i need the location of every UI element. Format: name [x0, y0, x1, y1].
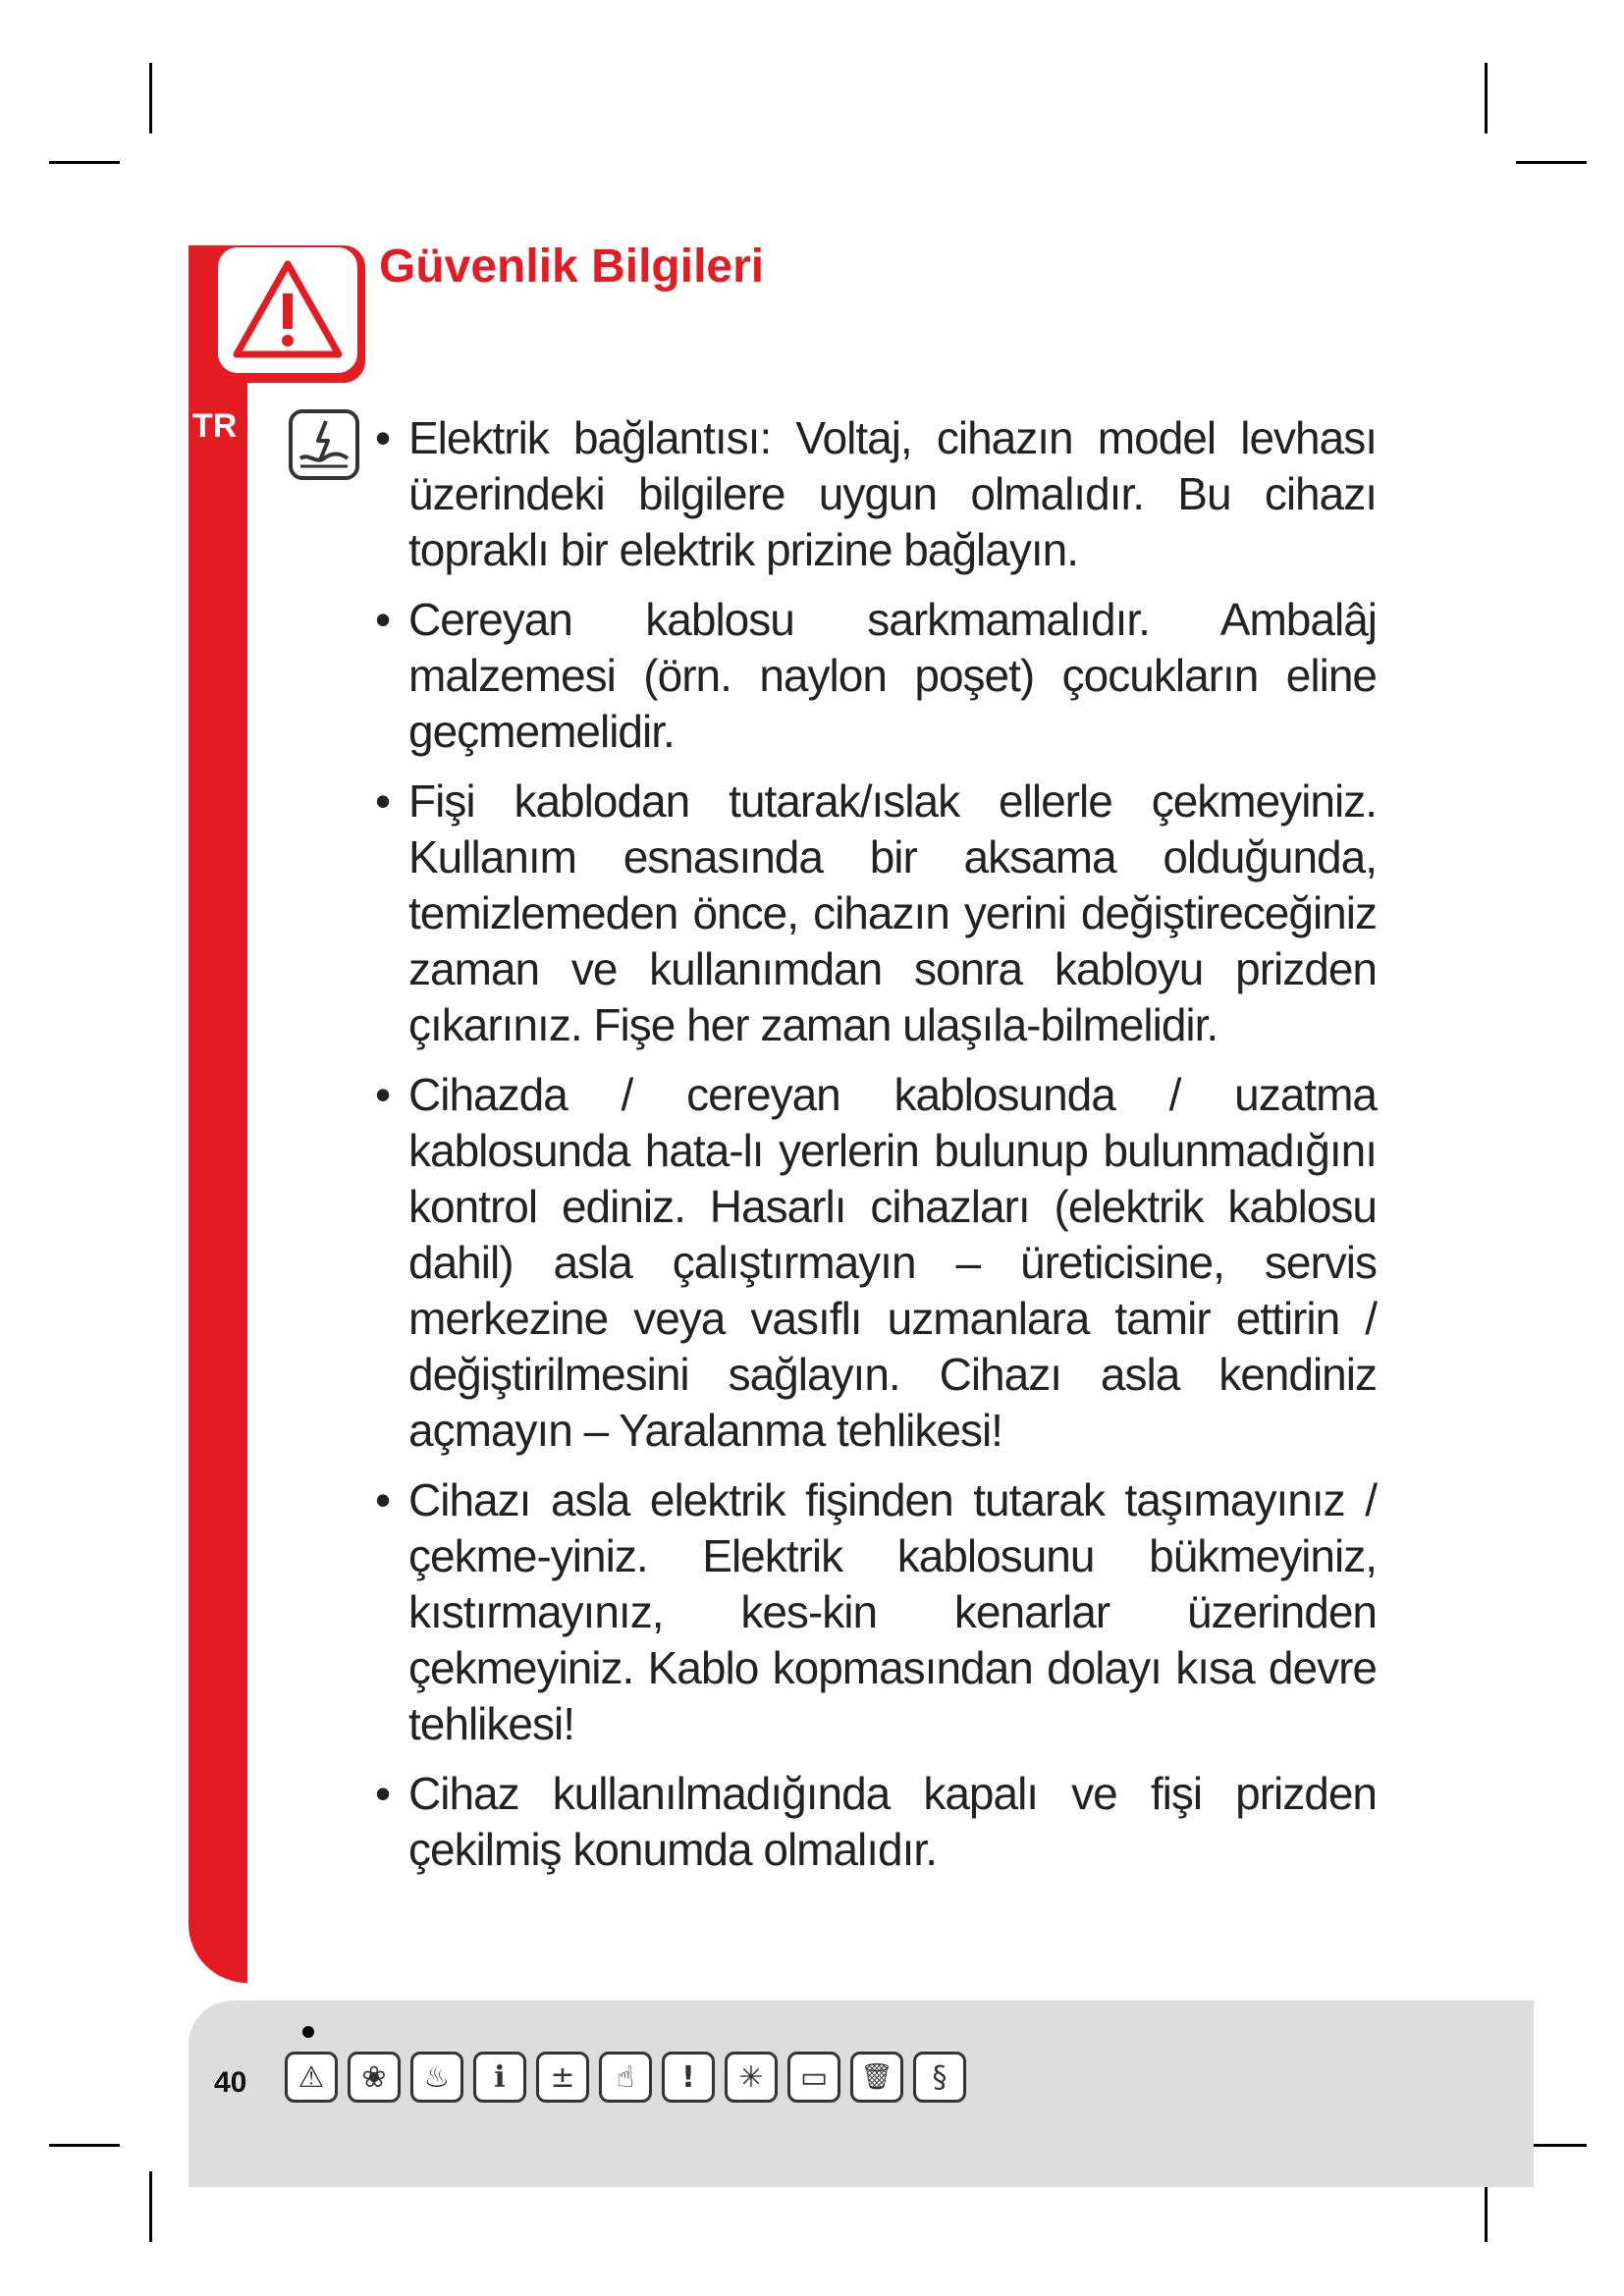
side-band	[189, 245, 247, 1983]
paragraph-icon[interactable]: §	[913, 2052, 966, 2103]
crop-mark	[149, 63, 152, 133]
list-item: • Cihaz kullanılmadığında kapalı ve fişi prizden çekilmiş konumda olmalıdır.	[375, 1768, 1377, 1875]
list-item: • Cereyan kablosu sarkmamalıdır. Ambalâj malzemesi (örn. naylon poşet) çocukların eline geçmemelidir.	[375, 594, 1377, 757]
list-item-text: Cihazı asla elektrik fişinden tutarak taşımayınız / çekme-yiniz. Elektrik kablosunu bükmeyiniz, kıstırmayınız, kes-kin kenarlar üzerinden çekmeyiniz. Kablo kopmasından dolayı kısa devre tehlikesi!	[408, 1474, 1377, 1749]
heat-icon[interactable]: ♨	[410, 2052, 463, 2103]
ruler-icon[interactable]: ▭	[787, 2052, 840, 2103]
warning-icon[interactable]: ⚠	[285, 2052, 338, 2103]
info-icon[interactable]: i	[473, 2052, 526, 2103]
list-item-text: Cihaz kullanılmadığında kapalı ve fişi prizden çekilmiş konumda olmalıdır.	[408, 1768, 1377, 1875]
star-icon[interactable]: ✳	[725, 2052, 778, 2103]
list-item: • Elektrik bağlantısı: Voltaj, cihazın model levhası üzerindeki bilgilere uygun olmalıdır. Bu cihazı topraklı bir elektrik prizine bağlayın.	[375, 412, 1377, 575]
page-number: 40	[214, 2066, 247, 2099]
list-item-text: Fişi kablodan tutarak/ıslak ellerle çekmeyiniz. Kullanım esnasında bir aksama olduğunda, temizlemeden önce, cihazın yerini değiştireceğiniz zaman ve kullanımdan sonra kabloyu prizden çıkarınız. Fişe her zaman ulaşıla-bilmelidir.	[408, 775, 1377, 1050]
exclamation-icon[interactable]: !	[662, 2052, 715, 2103]
trash-icon[interactable]: 🗑	[850, 2052, 903, 2103]
list-item-text: Cihazda / cereyan kablosunda / uzatma kablosunda hata-lı yerlerin bulunup bulunmadığını kontrol ediniz. Hasarlı cihazları (elektrik kablosu dahil) asla çalıştırmayın – üreticisine, servis merkezine veya vasıflı uzmanlara tamir ettirin / değiştirilmesini sağlayın. Cihazı asla kendiniz açmayın – Yaralanma tehlikesi!	[408, 1069, 1377, 1456]
language-label: TR	[192, 407, 238, 445]
section-icons	[285, 2052, 966, 2103]
fan-icon[interactable]: ❀	[348, 2052, 401, 2103]
crop-mark	[149, 2171, 152, 2242]
safety-list	[375, 410, 1377, 1892]
list-item: • Cihazda / cereyan kablosunda / uzatma kablosunda hata-lı yerlerin bulunup bulunmadığını kontrol ediniz. Hasarlı cihazları (elektrik kablosu dahil) asla çalıştırmayın – üreticisine, servis merkezine veya vasıflı uzmanlara tamir ettirin / değiştirilmesini sağlayın. Cihazı asla kendiniz açmayın – Yaralanma tehlikesi!	[375, 1069, 1377, 1456]
warning-icon	[218, 247, 357, 373]
electric-plug-icon	[287, 407, 361, 482]
crop-mark	[49, 2144, 120, 2147]
page-title: Güvenlik Bilgileri	[379, 240, 765, 293]
list-item: • Fişi kablodan tutarak/ıslak ellerle çekmeyiniz. Kullanım esnasında bir aksama olduğunda, temizlemeden önce, cihazın yerini değiştireceğiniz zaman ve kullanımdan sonra kabloyu prizden çıkarınız. Fişe her zaman ulaşıla-bilmelidir.	[375, 775, 1377, 1050]
crop-mark	[1485, 63, 1488, 133]
list-item: • Cihazı asla elektrik fişinden tutarak taşımayınız / çekme-yiniz. Elektrik kablosunu bükmeyiniz, kıstırmayınız, kes-kin kenarlar üzerinden çekmeyiniz. Kablo kopmasından dolayı kısa devre tehlikesi!	[375, 1474, 1377, 1749]
settings-icon[interactable]: ±	[536, 2052, 589, 2103]
crop-mark	[49, 161, 120, 164]
list-item-text: Cereyan kablosu sarkmamalıdır. Ambalâj malzemesi (örn. naylon poşet) çocukların eline geçmemelidir.	[408, 594, 1377, 757]
crop-mark	[1516, 161, 1587, 164]
active-section-indicator	[302, 2026, 314, 2038]
list-item-text: Elektrik bağlantısı: Voltaj, cihazın model levhası üzerindeki bilgilere uygun olmalıdır. Bu cihazı topraklı bir elektrik prizine bağlayın.	[408, 412, 1377, 575]
hand-icon[interactable]: ☝	[599, 2052, 652, 2103]
